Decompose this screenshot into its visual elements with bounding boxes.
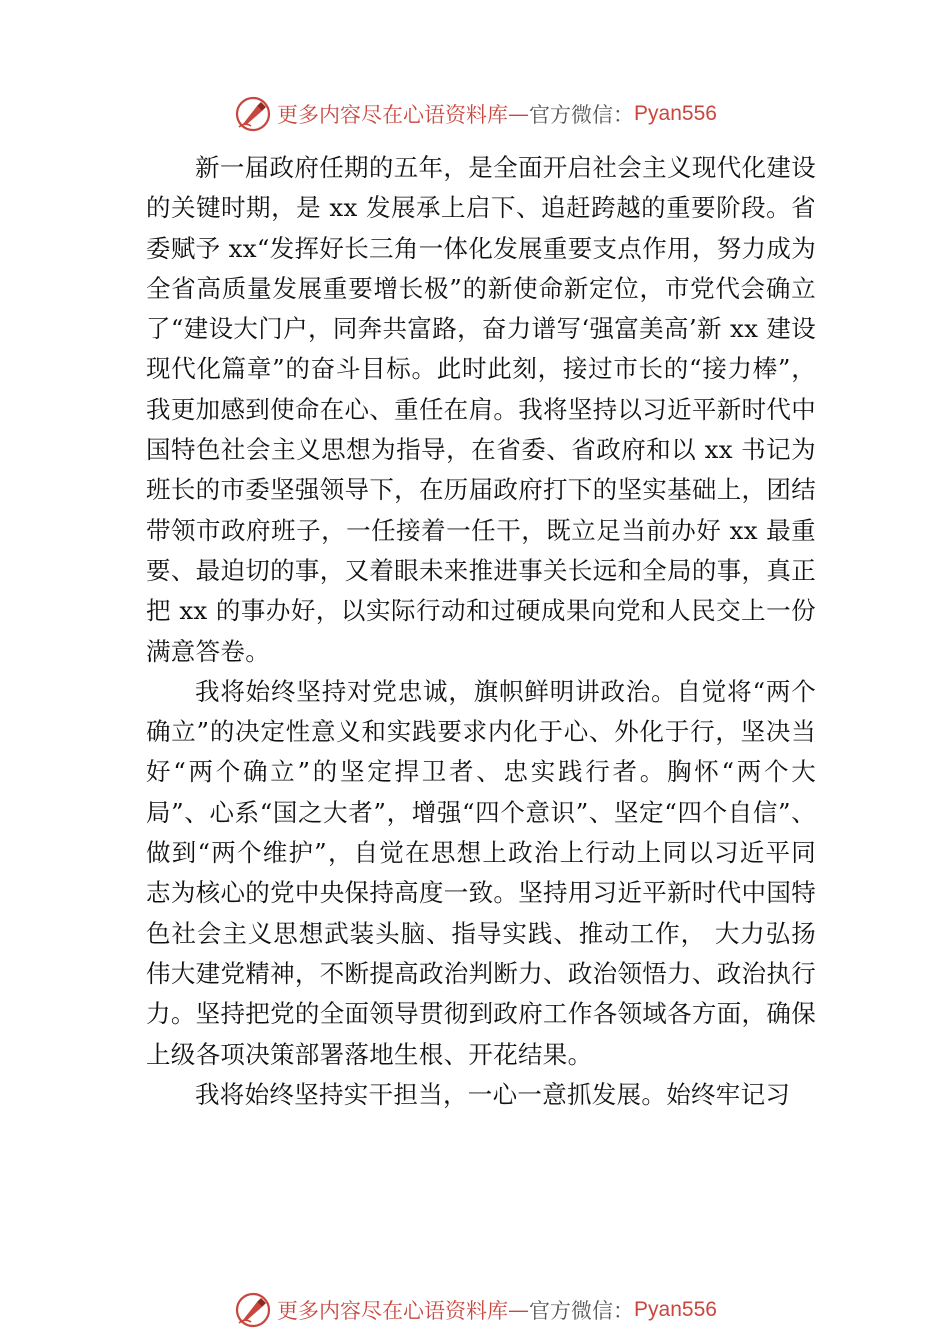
paragraph: 我将始终坚持对党忠诚，旗帜鲜明讲政治。自觉将“两个确立”的决定性意义和实践要求内化于心、外化于行，坚决当好“两个确立”的坚定捍卫者、忠实践行者。胸怀“两个大局”、心系“国之大者”，增强“四个意识”、坚定“四个自信”、做到“两个维护”，自觉在思想上政治上行动上同以习近平同志为核心的党中央保持高度一致。坚持用习近平新时代中国特色社会主义思想武装头脑、指导实践、推动工作， 大力弘扬伟大建党精神，不断提高政治判断力、政治领悟力、政治执行力。坚持把党的全面领导贯彻到政府工作各领域各方面，确保上级各项决策部署落地生根、开花结果。 bbox=[146, 676, 816, 1069]
pen-nib-circle-icon bbox=[233, 1290, 273, 1330]
paragraph: 新一届政府任期的五年，是全面开启社会主义现代化建设的关键时期，是 xx 发展承上启下、追赶跨越的重要阶段。省委赋予 xx“发挥好长三角一体化发展重要支点作用，努力成为全省高质量发展重要增长极”的新使命新定位，市党代会确立了“建设大门户，同奔共富路，奋力谱写‘强富美高’新 xx 建设现代化篇章”的奋斗目标。此时此刻，接过市长的“接力棒”，我更加感到使命在心、重任在肩。我将坚持以习近平新时代中国特色社会主义思想为指导，在省委、省政府和以 xx 书记为班长的市委坚强领导下，在历届政府打下的坚实基础上，团结带领市政府班子，一任接着一任干，既立足当前办好 xx 最重要、最迫切的事，又着眼未来推进事关长远和全局的事，真正把 xx 的事办好，以实际行动和过硬成果向党和人民交上一份满意答卷。 bbox=[146, 153, 816, 666]
banner-wechat-label: 官方微信： bbox=[529, 1299, 635, 1323]
banner-main-text: 更多内容尽在心语资料库 bbox=[277, 1299, 509, 1323]
banner-wechat-label: 官方微信： bbox=[529, 103, 635, 127]
paragraph: 我将始终坚持实干担当，一心一意抓发展。始终牢记习 bbox=[195, 1079, 791, 1109]
banner-wechat-id: Pyan556 bbox=[634, 1298, 717, 1321]
banner-wechat-id: Pyan556 bbox=[634, 102, 717, 125]
banner-separator: — bbox=[508, 102, 530, 126]
document-body bbox=[146, 148, 816, 1115]
banner-main-text: 更多内容尽在心语资料库 bbox=[277, 103, 509, 127]
footer-banner bbox=[0, 1290, 950, 1330]
header-banner bbox=[0, 94, 950, 134]
pen-nib-circle-icon bbox=[233, 94, 273, 134]
banner-separator: — bbox=[508, 1298, 530, 1322]
